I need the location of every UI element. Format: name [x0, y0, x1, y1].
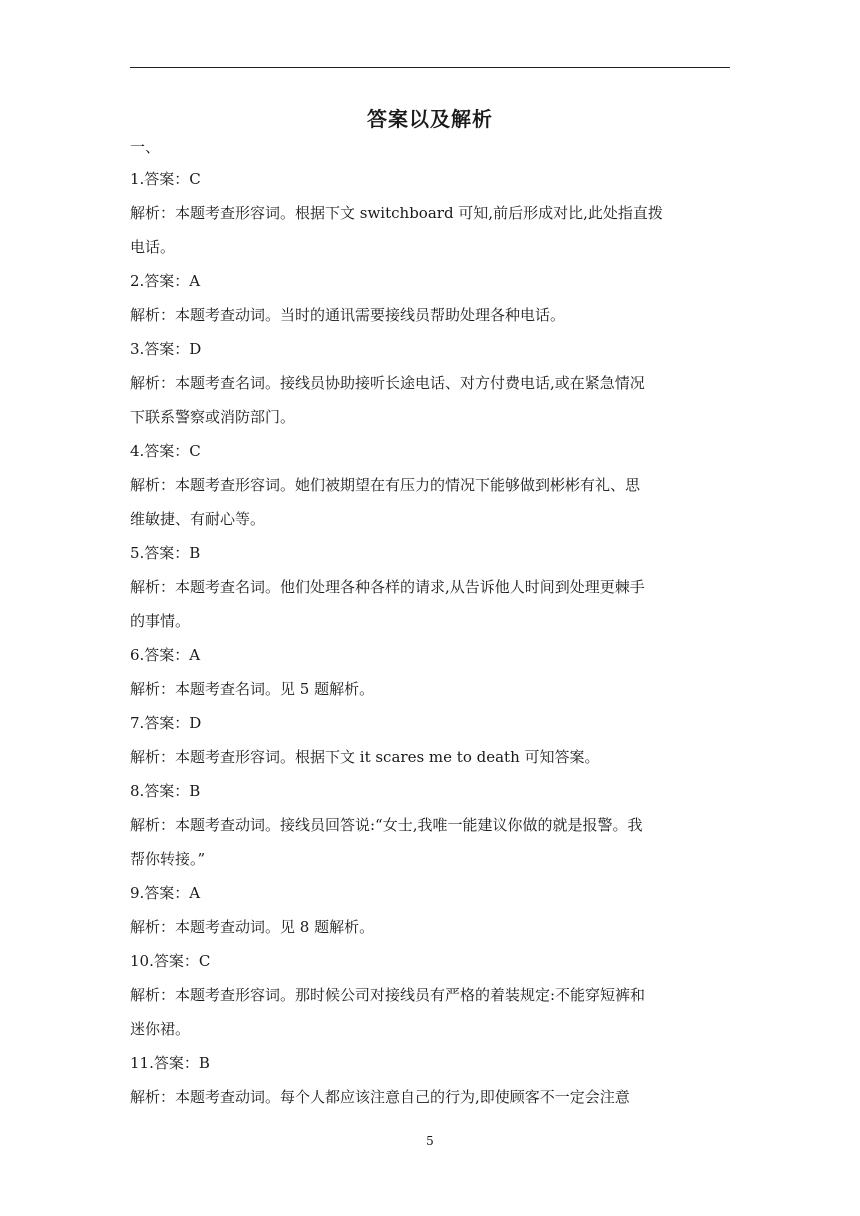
explanation-line: 解析：本题考查形容词。那时候公司对接线员有严格的着装规定:不能穿短裤和	[130, 986, 646, 1004]
answer-line: 7.答案：D	[130, 714, 202, 732]
explanation-line: 解析：本题考查名词。见 5 题解析。	[130, 680, 375, 698]
explanation-line: 的事情。	[130, 612, 191, 630]
answer-line: 10.答案：C	[130, 952, 211, 970]
answer-line: 6.答案：A	[130, 646, 201, 664]
answer-line: 8.答案：B	[130, 782, 201, 800]
explanation-line: 解析：本题考查形容词。她们被期望在有压力的情况下能够做到彬彬有礼、思	[130, 476, 641, 494]
explanation-line: 下联系警察或消防部门。	[130, 408, 296, 426]
explanation-line: 迷你裙。	[130, 1020, 191, 1038]
section-heading: 一、	[130, 138, 161, 156]
explanation-line: 帮你转接。”	[130, 850, 206, 868]
answer-line: 3.答案：D	[130, 340, 202, 358]
explanation-line: 电话。	[130, 238, 176, 256]
explanation-line: 解析：本题考查动词。每个人都应该注意自己的行为,即使顾客不一定会注意	[130, 1088, 630, 1106]
answer-list	[130, 162, 730, 1114]
explanation-line: 解析：本题考查动词。接线员回答说:“女士,我唯一能建议你做的就是报警。我	[130, 816, 643, 834]
explanation-line: 解析：本题考查形容词。根据下文 switchboard 可知,前后形成对比,此处指直拨	[130, 204, 663, 222]
answer-line: 1.答案：C	[130, 170, 201, 188]
page-number: 5	[426, 1134, 434, 1148]
answer-line: 9.答案：A	[130, 884, 201, 902]
answer-line: 11.答案：B	[130, 1054, 210, 1072]
explanation-line: 解析：本题考查名词。接线员协助接听长途电话、对方付费电话,或在紧急情况	[130, 374, 645, 392]
explanation-line: 解析：本题考查形容词。根据下文 it scares me to death 可知答案。	[130, 748, 600, 766]
answer-line: 5.答案：B	[130, 544, 201, 562]
explanation-line: 解析：本题考查动词。当时的通讯需要接线员帮助处理各种电话。	[130, 306, 566, 324]
explanation-line: 解析：本题考查动词。见 8 题解析。	[130, 918, 375, 936]
explanation-line: 解析：本题考查名词。他们处理各种各样的请求,从告诉他人时间到处理更棘手	[130, 578, 645, 596]
explanation-line: 维敏捷、有耐心等。	[130, 510, 266, 528]
answer-line: 4.答案：C	[130, 442, 201, 460]
page-title: 答案以及解析	[367, 107, 493, 131]
answer-line: 2.答案：A	[130, 272, 201, 290]
header-rule	[130, 67, 730, 68]
